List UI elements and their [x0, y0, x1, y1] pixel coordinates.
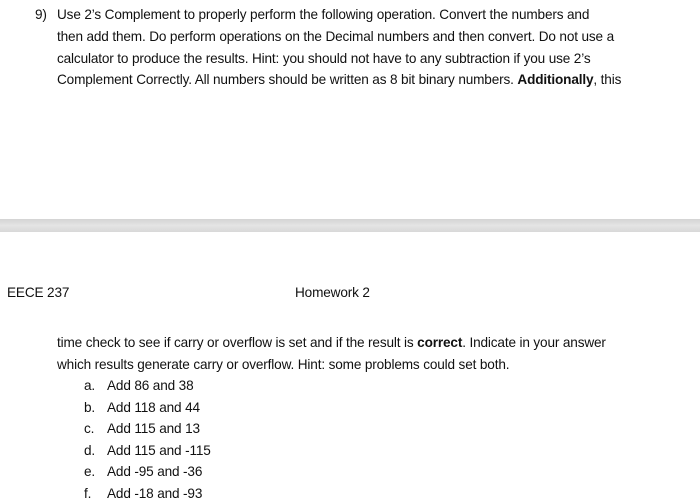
- item-letter: f.: [84, 486, 92, 501]
- item-text: Add 115 and 13: [107, 421, 200, 436]
- continuation-line: which results generate carry or overflow. Hint: some problems could set both.: [57, 357, 510, 372]
- item-letter: a.: [84, 378, 96, 393]
- item-text: Add 118 and 44: [107, 400, 200, 415]
- question-text: , this: [593, 72, 622, 87]
- question-line: [57, 72, 621, 88]
- bold-text: correct: [417, 335, 463, 350]
- page-break: [0, 219, 700, 232]
- item-letter: d.: [84, 443, 96, 458]
- text: . Indicate in your answer: [462, 335, 606, 350]
- text: time check to see if carry or overflow is set and if the result is: [57, 335, 418, 350]
- item-text: Add 115 and -115: [107, 443, 211, 458]
- item-text: Add -95 and -36: [107, 464, 203, 479]
- item-text: Add -18 and -93: [107, 486, 203, 501]
- continuation-line: [57, 335, 606, 351]
- question-line: Use 2’s Complement to properly perform the following operation. Convert the numbers and: [57, 7, 590, 22]
- item-text: Add 86 and 38: [107, 378, 194, 393]
- question-line: then add them. Do perform operations on the Decimal numbers and then convert. Do not use a: [57, 29, 615, 44]
- bold-text: Additionally: [517, 72, 594, 87]
- item-letter: c.: [84, 421, 95, 436]
- question-line: calculator to produce the results. Hint: you should not have to any subtraction if you use 2’s: [57, 51, 591, 66]
- course-code: EECE 237: [7, 285, 70, 300]
- item-letter: e.: [84, 464, 96, 479]
- item-letter: b.: [84, 400, 96, 415]
- question-text: Complement Correctly. All numbers should be written as 8 bit binary numbers.: [57, 72, 514, 87]
- homework-title: Homework 2: [295, 285, 370, 300]
- question-number: 9): [35, 7, 47, 22]
